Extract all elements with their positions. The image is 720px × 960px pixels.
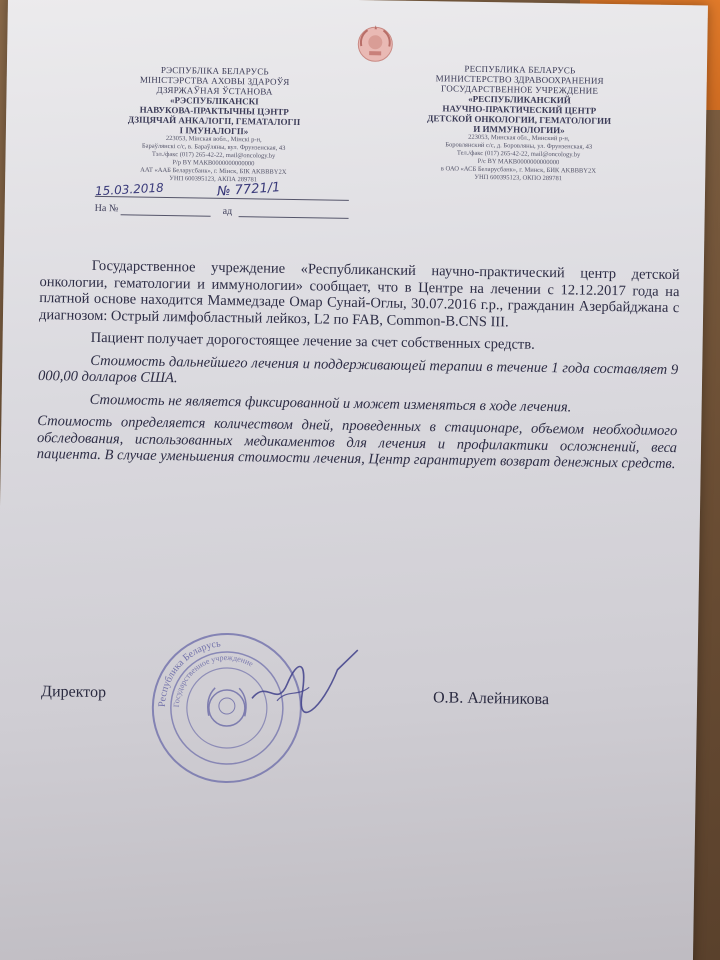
- header-right-org4: И ИММУНОЛОГИИ»: [473, 123, 565, 136]
- reference-number-label: На №: [94, 202, 119, 215]
- header-right-addr2: Боровлянский с/с, д. Боровляны, ул. Фрунзенская, 43: [445, 141, 593, 151]
- header-left-line3: ДЗЯРЖАЎНАЯ ЎСТАНОВА: [156, 84, 273, 97]
- header-left-line1: РЭСПУБЛІКА БЕЛАРУСЬ: [160, 64, 269, 77]
- registration-number: № 7721/1: [216, 180, 281, 200]
- header-left-org4: І ІМУНАЛОГІІ»: [179, 125, 249, 137]
- stamp-inner-text: Государственное учреждение: [171, 652, 255, 708]
- signature-row: [41, 683, 661, 717]
- header-left-addr1: 223053, Мінская вобл., Мінскі р-н,: [165, 134, 262, 144]
- stamp-outer-text: Республика Беларусь: [156, 638, 222, 708]
- paragraph-main: Государственное учреждение «Республиканский научно-практический центр детской онкологии, гематологии и иммунологии» сообщает, что в Центре на лечении с 12.12.2017 года на платной основе находится Маммедзаде Омар Сунай-Оглы, 30.07.2016 г.р., гражданин Азербайджана с диагнозом: Острый лимфобластный лейкоз, L2 по FAB, Common-B.CNS III.: [38, 257, 680, 330]
- state-emblem-icon: [353, 22, 398, 67]
- header-left: [93, 64, 335, 186]
- header-left-line2: МІНІСТЭРСТВА АХОВЫ ЗДАРОЎЯ: [139, 74, 290, 87]
- paragraph-not-fixed: Стоимость не является фиксированной и может изменяться в ходе лечения.: [89, 391, 572, 415]
- header-left-addr3: Тэл./факс (017) 265-42-22, mail@oncology.by: [151, 150, 276, 160]
- paragraph-cost: Стоимость дальнейшего лечения и поддерживающей терапии в течение 1 года составляет 9 000,00 долларов США.: [37, 352, 679, 387]
- header-left-org1: «РЭСПУБЛІКАНСКІ: [169, 95, 259, 107]
- header-right-addr6: УНП 600395123, ОКПО 289781: [474, 173, 563, 183]
- header-left-org2: НАВУКОВА-ПРАКТЫЧНЫ ЦЭНТР: [139, 104, 289, 117]
- header-right-org1: «РЕСПУБЛИКАНСКИЙ: [468, 93, 571, 106]
- header-right: [403, 63, 635, 185]
- header-left-addr2: Бараўлянскі с/с, в. Бараўляны, вул. Фрунзенская, 43: [141, 142, 286, 152]
- header-right-line2: МИНИСТЕРСТВО ЗДРАВООХРАНЕНИЯ: [435, 73, 604, 86]
- reference-date-line: [239, 216, 349, 219]
- header-right-line1: РЕСПУБЛИКА БЕЛАРУСЬ: [464, 63, 576, 76]
- registration-date: 15.03.2018: [94, 180, 165, 199]
- header-left-addr5: ААТ «ААБ Беларусбанк», г. Мінск, БІК AKBBBY2X: [140, 166, 287, 176]
- signatory-title: Директор: [40, 683, 107, 702]
- header-left-addr4: Р/р BY МАКВ0000000000000: [172, 159, 255, 168]
- signatory-name: О.В. Алейникова: [432, 689, 550, 709]
- reference-number-line: [121, 214, 211, 216]
- header-left-org3: ДЗІЦЯЧАЙ АНКАЛОГІІ, ГЕМАТАЛОГІІ: [127, 114, 301, 128]
- header-right-org2: НАУЧНО-ПРАКТИЧЕСКИЙ ЦЕНТР: [442, 103, 597, 116]
- header-right-addr1: 223053, Минская обл., Минский р-н,: [468, 133, 570, 143]
- letter-body: [37, 257, 680, 479]
- header-right-addr3: Тел./факс (017) 265-42-22, mail@oncology.by: [456, 149, 581, 159]
- reference-date-label: ад: [222, 205, 233, 218]
- header-right-addr4: Р/с BY МАКВ0000000000000: [477, 157, 560, 167]
- paragraph-cost-details: Стоимость определяется количеством дней, проведенных в стационаре, объемом необходимого обследования, использованных медикаментов для лечения и профилактики осложнений, веса пациента. В случае уменьшения стоимости лечения, Центр гарантирует возврат денежных средств.: [36, 413, 678, 473]
- header-right-line3: ГОСУДАРСТВЕННОЕ УЧРЕЖДЕНИЕ: [441, 83, 599, 96]
- paragraph-expense: Пациент получает дорогостоящее лечение за счет собственных средств.: [90, 329, 535, 353]
- header-right-addr5: в ОАО «АСБ Беларусбанк», г. Минск, БИК AKBBBY2X: [440, 165, 596, 175]
- header-left-addr6: УНП 600395123, АКПА 289781: [169, 175, 258, 184]
- header-right-org3: ДЕТСКОЙ ОНКОЛОГИИ, ГЕМАТОЛОГИИ: [427, 113, 612, 126]
